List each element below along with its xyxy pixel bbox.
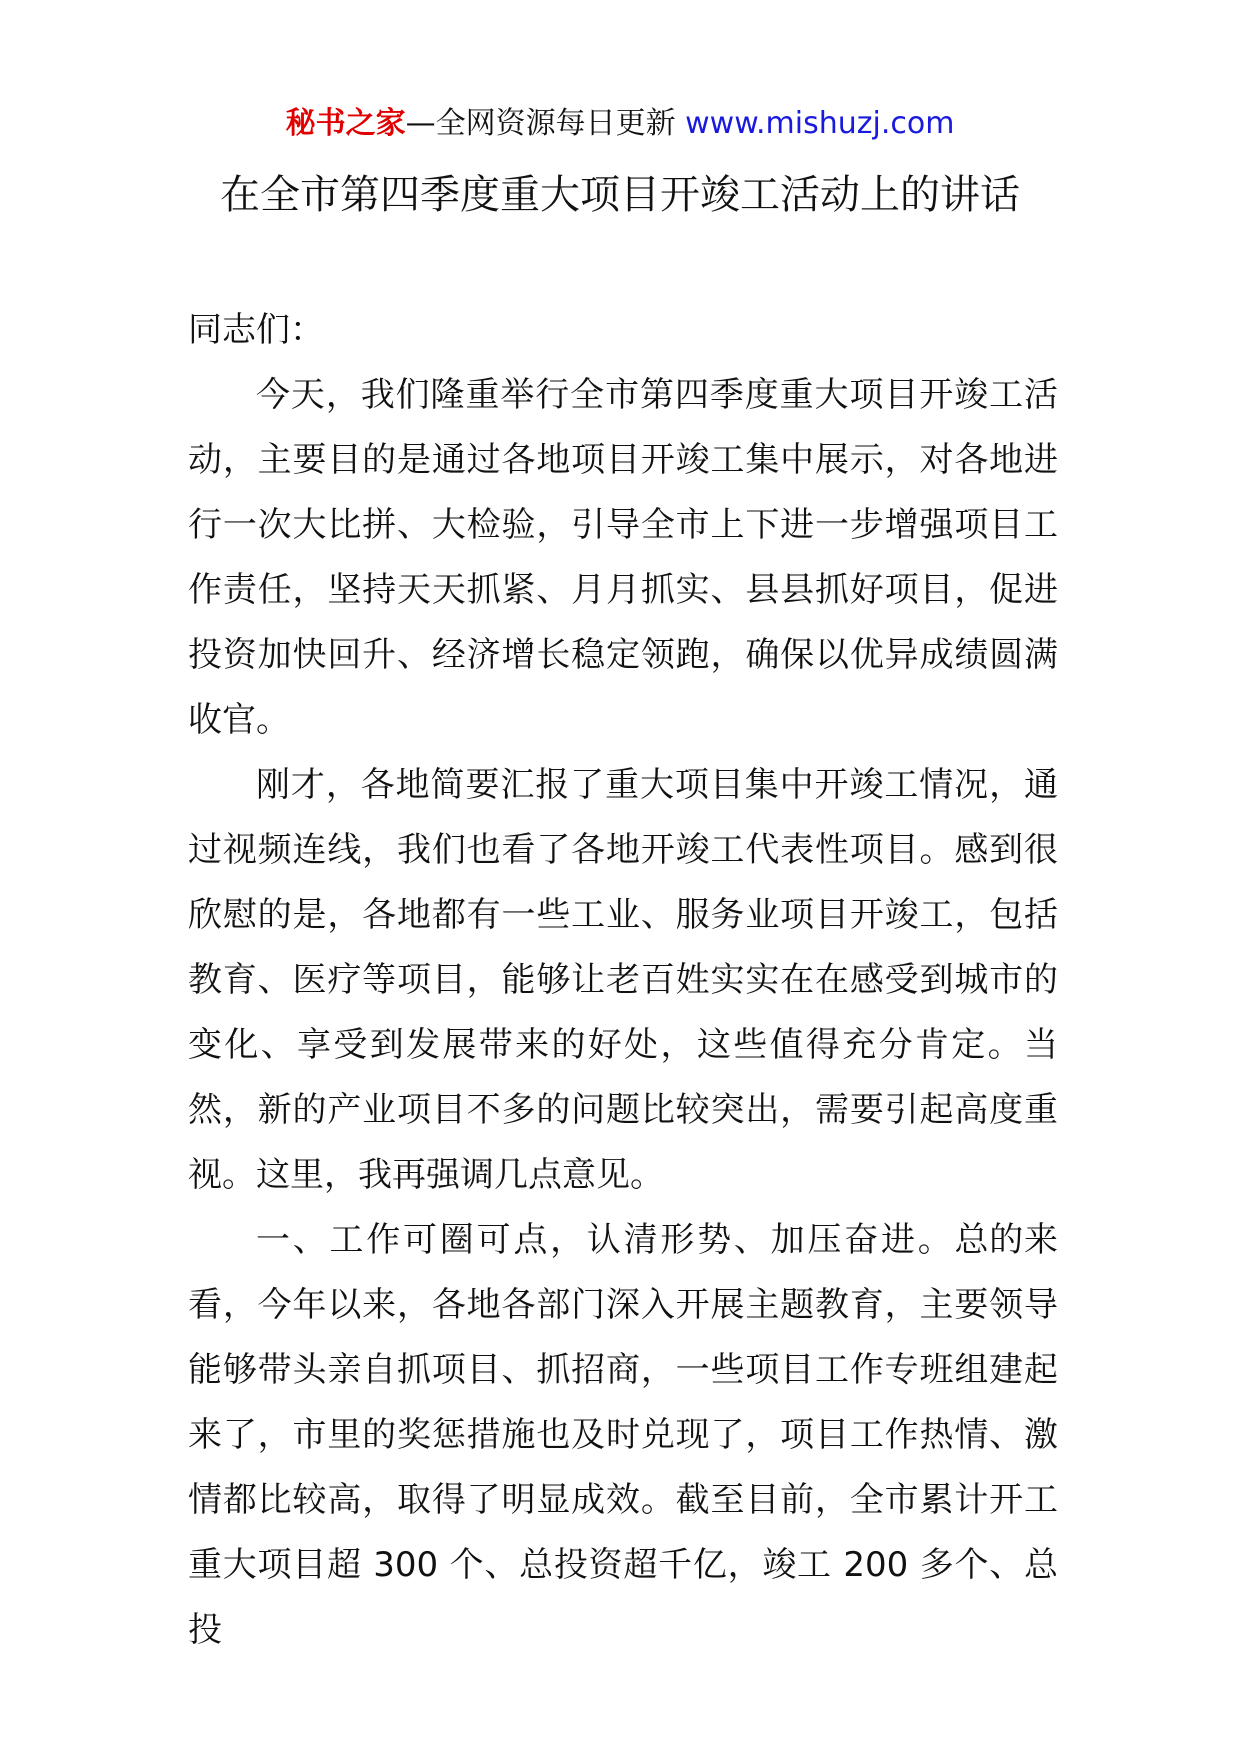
paragraph-1: 今天，我们隆重举行全市第四季度重大项目开竣工活动，主要目的是通过各地项目开竣工集中展示，对各地进行一次大比拼、大检验，引导全市上下进一步增强项目工作责任，坚持天天抓紧、月月抓实、县县抓好项目，促进投资加快回升、经济增长稳定领跑，确保以优异成绩圆满收官。 [188, 375, 1058, 740]
section-one-heading: 一、工作可圈可点，认清形势、加压奋进。 [256, 1220, 955, 1260]
brand-name: 秘书之家 [285, 106, 406, 141]
document-title: 在全市第四季度重大项目开竣工活动上的讲话 [220, 172, 1020, 218]
paragraph-3 [188, 1208, 1058, 1663]
site-header [0, 104, 1240, 144]
header-tagline: —全网资源每日更新 [405, 106, 676, 141]
document-body [188, 298, 1058, 1663]
paragraph-2: 刚才，各地简要汇报了重大项目集中开竣工情况，通过视频连线，我们也看了各地开竣工代表性项目。感到很欣慰的是，各地都有一些工业、服务业项目开竣工，包括教育、医疗等项目，能够让老百姓实实在在感受到城市的变化、享受到发展带来的好处，这些值得充分肯定。当然，新的产业项目不多的问题比较突出，需要引起高度重视。这里，我再强调几点意见。 [188, 765, 1058, 1195]
section-one-text: 总的来看，今年以来，各地各部门深入开展主题教育，主要领导能够带头亲自抓项目、抓招商，一些项目工作专班组建起来了，市里的奖惩措施也及时兑现了，项目工作热情、激情都比较高，取得了明显成效。截至目前，全市累计开工重大项目超 300 个、总投资超千亿，竣工 200 多个、总投 [188, 1220, 1059, 1650]
greeting: 同志们： [188, 310, 324, 350]
site-url-link[interactable]: www.mishuzj.com [685, 106, 955, 141]
